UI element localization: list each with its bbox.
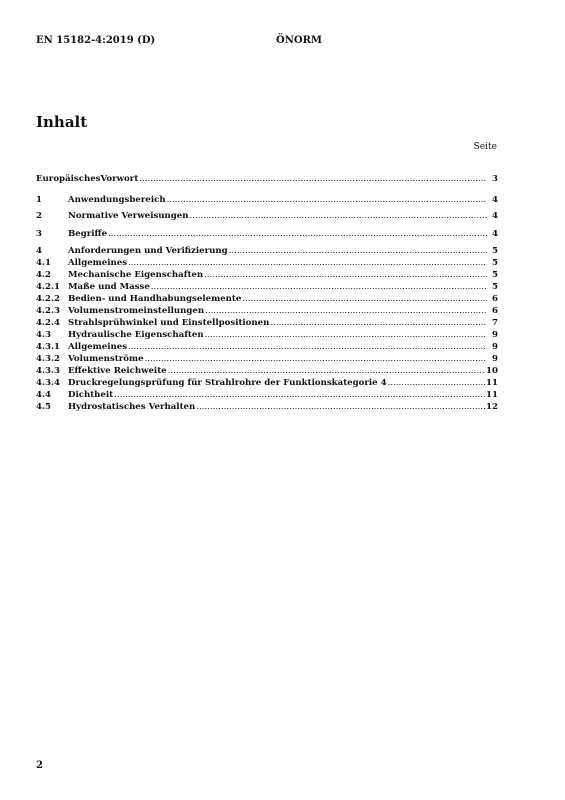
toc-entry-page: 7: [492, 318, 498, 328]
toc-entry-page: 5: [492, 258, 498, 268]
toc-entry-title: Druckregelungsprüfung für Strahlrohre der Funktionskategorie 4: [68, 378, 387, 388]
toc-entry[interactable]: [36, 342, 498, 354]
toc-entry[interactable]: [36, 229, 498, 241]
toc-leader-dots: [204, 270, 487, 280]
toc-entry-title: Allgemeines: [68, 342, 128, 352]
toc-entry-number: 4.3.2: [36, 354, 60, 364]
toc-entry-title: EuropäischesVorwort: [36, 174, 139, 184]
toc-entry-page: 9: [492, 330, 498, 340]
toc-entry[interactable]: [36, 390, 498, 402]
toc-entry-number: 2: [36, 211, 42, 221]
toc-entry-number: 4.3.4: [36, 378, 60, 388]
toc-entry-page: 6: [492, 306, 498, 316]
toc-entry-title: Mechanische Eigenschaften: [68, 270, 204, 280]
header-standard-body: ÖNORM: [276, 35, 322, 46]
toc-leader-dots: [168, 366, 485, 376]
toc-entry-page: 5: [492, 246, 498, 256]
toc-entry-number: 1: [36, 195, 42, 205]
toc-entry[interactable]: [36, 211, 498, 223]
toc-entry-page: 11: [486, 378, 498, 388]
toc-entry[interactable]: [36, 366, 498, 378]
page-title: Inhalt: [36, 113, 88, 131]
toc-entry-number: 4.2.1: [36, 282, 60, 292]
toc-leader-dots: [205, 306, 487, 316]
toc-entry[interactable]: [36, 294, 498, 306]
toc-leader-dots: [108, 229, 487, 239]
toc-leader-dots: [388, 378, 485, 388]
toc-entry-number: 4.3.1: [36, 342, 60, 352]
toc-entry[interactable]: [36, 174, 498, 186]
toc-leader-dots: [114, 390, 485, 400]
toc-entry-number: 4.3: [36, 330, 51, 340]
toc-entry-number: 3: [36, 229, 42, 239]
toc-leader-dots: [190, 211, 487, 221]
toc-leader-dots: [151, 282, 487, 292]
toc-entry-title: Dichtheit: [68, 390, 114, 400]
toc-entry[interactable]: [36, 378, 498, 390]
toc-entry[interactable]: [36, 270, 498, 282]
toc-entry-number: 4: [36, 246, 42, 256]
toc-entry-number: 4.2.4: [36, 318, 60, 328]
toc-entry-title: Volumenstromeinstellungen: [68, 306, 205, 316]
toc-entry-title: Anforderungen und Verifizierung: [68, 246, 228, 256]
toc-entry-title: Maße und Masse: [68, 282, 150, 292]
toc-entry-title: Allgemeines: [68, 258, 128, 268]
toc-leader-dots: [128, 342, 487, 352]
toc-entry[interactable]: [36, 246, 498, 258]
toc-entry-number: 4.5: [36, 402, 51, 412]
toc-entry[interactable]: [36, 282, 498, 294]
footer-page-number: 2: [36, 760, 43, 771]
toc-entry-page: 12: [486, 402, 498, 412]
toc-leader-dots: [167, 195, 487, 205]
toc-entry-page: 9: [492, 342, 498, 352]
toc-entry[interactable]: [36, 195, 498, 207]
toc-entry-number: 4.1: [36, 258, 51, 268]
toc-entry-page: 9: [492, 354, 498, 364]
toc-entry[interactable]: [36, 330, 498, 342]
toc-entry-page: 10: [486, 366, 498, 376]
toc-entry-page: 6: [492, 294, 498, 304]
toc-entry-page: 4: [492, 229, 498, 239]
toc-entry-page: 4: [492, 195, 498, 205]
toc-leader-dots: [128, 258, 487, 268]
toc-entry-title: Volumenströme: [68, 354, 144, 364]
toc-entry-page: 3: [492, 174, 498, 184]
toc-entry-title: Effektive Reichweite: [68, 366, 167, 376]
toc-leader-dots: [196, 402, 485, 412]
toc-entry-number: 4.2.2: [36, 294, 60, 304]
toc-leader-dots: [242, 294, 487, 304]
toc-leader-dots: [139, 174, 487, 184]
page-column-label: Seite: [473, 142, 497, 152]
toc-entry-title: Bedien- und Handhabungselemente: [68, 294, 242, 304]
toc-entry-number: 4.4: [36, 390, 51, 400]
toc-leader-dots: [270, 318, 487, 328]
toc-entry-number: 4.2: [36, 270, 51, 280]
header-document-id: EN 15182-4:2019 (D): [36, 35, 156, 46]
toc-entry-title: Strahlsprühwinkel und Einstellpositionen: [68, 318, 270, 328]
toc-entry-title: Hydrostatisches Verhalten: [68, 402, 196, 412]
toc-entry-page: 5: [492, 270, 498, 280]
toc-leader-dots: [229, 246, 487, 256]
toc-entry-page: 4: [492, 211, 498, 221]
toc-entry-page: 11: [486, 390, 498, 400]
toc-entry[interactable]: [36, 402, 498, 414]
toc-entry-page: 5: [492, 282, 498, 292]
toc-entry[interactable]: [36, 306, 498, 318]
toc-entry-title: Hydraulische Eigenschaften: [68, 330, 204, 340]
toc-entry-number: 4.2.3: [36, 306, 60, 316]
toc-leader-dots: [145, 354, 487, 364]
toc-entry-number: 4.3.3: [36, 366, 60, 376]
toc-leader-dots: [205, 330, 487, 340]
toc-entry[interactable]: [36, 318, 498, 330]
toc-entry-title: Anwendungsbereich: [68, 195, 166, 205]
toc-entry[interactable]: [36, 258, 498, 270]
toc-entry-title: Normative Verweisungen: [68, 211, 189, 221]
toc-entry-title: Begriffe: [68, 229, 108, 239]
toc-entry[interactable]: [36, 354, 498, 366]
